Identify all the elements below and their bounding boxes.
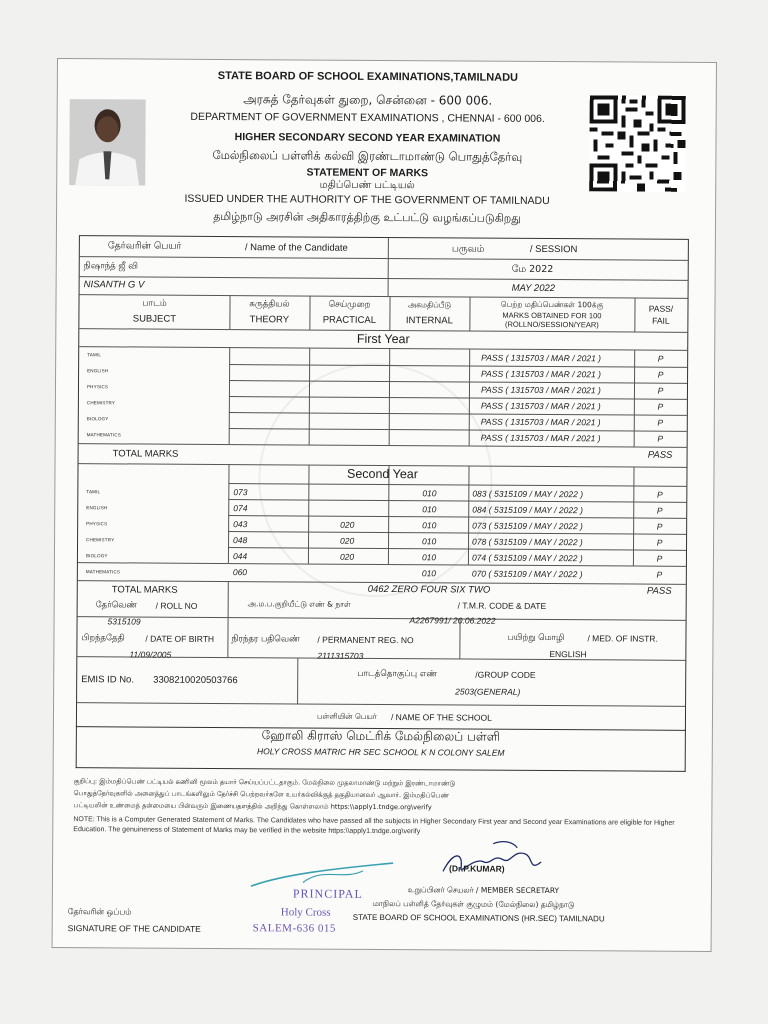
sy-result: P: [656, 537, 663, 548]
principal-school: Holy Cross: [280, 906, 331, 919]
session-ta: மே 2022: [511, 263, 554, 276]
col-pass-en1: PASS/: [648, 303, 674, 314]
school-name-box: [76, 725, 686, 772]
dob-label-en: / DATE OF BIRTH: [145, 633, 215, 644]
tamil-note: [73, 775, 693, 815]
sy-subject: CHEMISTRY: [86, 537, 115, 543]
tamil-note-line1: குறிப்பு: இம்மதிப்பெண் பட்டியல் கணினி மூலம் தயார் செய்யப்பட்டதாகும். மேல்நிலை முதலாமாண்டு மற்றும் இரண்டாமாண்டு: [73, 777, 456, 788]
fy-subject: ENGLISH: [87, 368, 109, 374]
fy-subject: BIOLOGY: [86, 416, 109, 422]
fy-marks: PASS ( 1315703 / MAR / 2021 ): [480, 400, 601, 412]
sy-internal: 010: [422, 520, 437, 531]
sy-marks: 074 ( 5315109 / MAY / 2022 ): [471, 552, 583, 564]
candidate-name-ta: நிஷாந்த் ஜீ வி: [83, 261, 138, 272]
secretary-board-ta: மாநிலப் பள்ளித் தேர்வுகள் குழுமம் (மேல்நிலை) தமிழ்நாடு: [372, 898, 575, 910]
fy-result: P: [657, 385, 664, 396]
fy-marks: PASS ( 1315703 / MAR / 2021 ): [480, 384, 601, 396]
sy-practical: 020: [339, 551, 355, 562]
roll-label-ta: தேர்வெண்: [95, 600, 138, 611]
sy-practical: 020: [340, 535, 355, 546]
medium-label-ta: பயிற்று மொழி: [507, 632, 565, 644]
first-year-title: First Year: [356, 331, 410, 347]
col-subject-en: SUBJECT: [132, 313, 177, 325]
sy-subject: ENGLISH: [86, 505, 108, 511]
col-internal-ta: அகமதிப்பீடு: [407, 300, 452, 310]
sy-total-marks: 0462 ZERO FOUR SIX TWO: [367, 583, 491, 596]
sy-marks: 078 ( 5315109 / MAY / 2022 ): [472, 536, 583, 548]
col-theory-en: THEORY: [249, 314, 290, 326]
col-marks-ta: பெற்ற மதிப்பெண்கள் 100க்கு: [500, 299, 604, 310]
sy-subject: BIOLOGY: [85, 553, 108, 559]
tamil-note-line2: பொதுத்தேர்வுகளில் அனைத்துப் பாடங்களிலும் தேர்ச்சி பெற்றவர்களே உயர்கல்விக்குத் தகுதியானவர் ஆவார். இம்மதிப்பெண்: [73, 789, 449, 800]
sy-theory: 043: [233, 519, 248, 530]
medium-label-en: / MED. OF INSTR.: [587, 633, 658, 644]
sy-result: P: [656, 505, 663, 516]
sy-total-label: TOTAL MARKS: [111, 584, 178, 596]
exam-title-en: HIGHER SECONDARY SECOND YEAR EXAMINATION: [234, 131, 501, 145]
sy-result: P: [656, 553, 663, 564]
board-title-ta: அரசுத் தேர்வுகள் துறை, சென்னை - 600 006.: [243, 92, 493, 108]
fy-marks: PASS ( 1315703 / MAR / 2021 ): [481, 368, 601, 380]
sy-practical: 020: [340, 519, 355, 530]
session-label-ta: பருவம்: [451, 243, 485, 255]
col-marks-en1: MARKS OBTAINED FOR 100: [502, 310, 602, 321]
col-theory-ta: கருத்தியல்: [249, 299, 290, 310]
fy-marks: PASS ( 1315703 / MAR / 2021 ): [480, 416, 601, 428]
sy-subject: TAMIL: [86, 489, 101, 495]
sy-internal: 010: [422, 536, 437, 547]
emis-label: EMIS ID No.: [81, 674, 135, 686]
group-value: 2503(GENERAL): [455, 686, 521, 697]
fy-marks: PASS ( 1315703 / MAR / 2021 ): [480, 432, 601, 444]
tamil-note-line3: பட்டியலின் உண்மைத் தன்மையை பின்வரும் இணையதளத்தில் அறிந்து கொள்ளலாம் https:\\apply1.tndge.org\verify: [73, 801, 432, 812]
perm-label-ta: நிரந்தர பதிவெண்: [231, 634, 300, 645]
sy-theory: 048: [233, 535, 248, 546]
marks-table: [76, 235, 689, 731]
col-pass-en2: FAIL: [652, 315, 670, 326]
col-internal-en: INTERNAL: [405, 315, 453, 327]
fy-result: P: [657, 433, 664, 444]
session-en: MAY 2022: [511, 282, 556, 295]
sy-marks: 083 ( 5315109 / MAY / 2022 ): [472, 488, 584, 500]
candidate-photo: [69, 99, 146, 185]
exam-title-ta: மேல்நிலைப் பள்ளிக் கல்வி இரண்டாமாண்டு பொதுத்தேர்வு: [212, 147, 523, 164]
principal-stamp: PRINCIPAL: [292, 886, 363, 901]
name-label-ta: தேர்வரின் பெயர்: [107, 240, 182, 252]
board-title-en: STATE BOARD OF SCHOOL EXAMINATIONS,TAMILNADU: [217, 69, 519, 84]
statement-title-ta: மதிப்பெண் பட்டியல்: [319, 179, 415, 192]
col-marks-en2: (ROLLNO/SESSION/YEAR): [504, 319, 599, 330]
fy-total-result: PASS: [647, 449, 673, 461]
sy-theory: 060: [232, 567, 248, 578]
fy-result: P: [657, 369, 664, 380]
fy-result: P: [657, 417, 664, 428]
qr-code: [589, 95, 686, 192]
dob-label-ta: பிறந்ததேதி: [81, 633, 125, 644]
candidate-sign-label-ta: தேர்வரின் ஒப்பம்: [67, 907, 132, 917]
authority-ta: தமிழ்நாடு அரசின் அதிகாரத்திற்கு உட்பட்டு வழங்கப்படுகிறது: [213, 209, 521, 225]
fy-subject: PHYSICS: [86, 384, 109, 390]
sy-result: P: [656, 569, 663, 580]
group-label-ta: பாடத்தொகுப்பு எண்: [357, 668, 438, 680]
authority-en: ISSUED UNDER THE AUTHORITY OF THE GOVERNMENT OF TAMILNADU: [184, 192, 550, 208]
col-practical-ta: செய்முறை: [328, 299, 371, 310]
school-name-ta: ஹோலி கிராஸ் மெட்ரிக் மேல்நிலைப் பள்ளி: [261, 728, 501, 744]
fy-total-label: TOTAL MARKS: [112, 448, 179, 460]
secretary-title: உறுப்பினர் செயலர் / MEMBER SECRETARY: [407, 885, 560, 896]
name-label-en: / Name of the Candidate: [244, 242, 348, 254]
fy-marks: PASS ( 1315703 / MAR / 2021 ): [481, 352, 602, 364]
col-subject-ta: பாடம்: [142, 298, 167, 309]
english-note: NOTE: This is a Computer Generated Statement of Marks. The Candidates who have passed all the subjects in Higher Secondary First year and Second year Examinations are eligible for Higher Education. The genuineness of Statement of Marks may be verified in the website https:\\apply1.tndge.org\verify: [73, 816, 675, 836]
sy-total-result: PASS: [646, 585, 672, 597]
sy-marks: 073 ( 5315109 / MAY / 2022 ): [472, 520, 583, 532]
sy-result: P: [656, 521, 663, 532]
sy-internal: 010: [421, 552, 437, 563]
perm-value: 2111315703: [317, 650, 364, 661]
secretary-name: (Dr.P.KUMAR): [449, 863, 505, 874]
sy-subject: PHYSICS: [86, 521, 108, 527]
school-name-en: HOLY CROSS MATRIC HR SEC SCHOOL K N COLONY SALEM: [256, 746, 505, 758]
fy-subject: MATHEMATICS: [86, 432, 122, 438]
statement-title-en: STATEMENT OF MARKS: [306, 166, 429, 180]
fy-result: P: [657, 401, 664, 412]
sy-marks: 070 ( 5315109 / MAY / 2022 ): [471, 568, 583, 580]
sy-theory: 073: [233, 487, 248, 498]
department-title: DEPARTMENT OF GOVERNMENT EXAMINATIONS , CHENNAI - 600 006.: [190, 110, 545, 125]
sy-theory: 074: [233, 503, 248, 514]
perm-label-en: / PERMANENT REG. NO: [317, 634, 414, 646]
sy-internal: 010: [422, 504, 437, 515]
secretary-signature: [433, 831, 553, 882]
fy-subject: TAMIL: [87, 352, 102, 358]
sy-internal: 010: [421, 568, 437, 579]
secretary-board-en: STATE BOARD OF SCHOOL EXAMINATIONS (HR.SEC) TAMILNADU: [352, 912, 605, 924]
session-label-en: / SESSION: [529, 243, 578, 256]
second-year-title: Second Year: [346, 466, 418, 482]
medium-value: ENGLISH: [549, 649, 587, 660]
roll-label-en: / ROLL NO: [155, 600, 198, 611]
sy-subject: MATHEMATICS: [85, 569, 121, 575]
tmr-label-en: / T.M.R. CODE & DATE: [457, 600, 547, 611]
sy-theory: 044: [232, 551, 248, 562]
roll-value: 5315109: [107, 616, 141, 627]
tmr-label-ta: அ.ம.ப.குறியீட்டு எண் & நாள்: [247, 599, 351, 609]
col-practical-en: PRACTICAL: [322, 314, 377, 326]
candidate-name-en: NISANTH G V: [83, 279, 145, 291]
candidate-sign-label-en: SIGNATURE OF THE CANDIDATE: [67, 923, 201, 934]
school-label-ta: பள்ளியின் பெயர்: [316, 711, 377, 721]
fy-result: P: [657, 353, 664, 364]
dob-value: 11/09/2005: [129, 649, 172, 660]
group-label-en: /GROUP CODE: [475, 669, 536, 680]
emis-value: 3308210020503766: [153, 674, 238, 687]
fy-subject: CHEMISTRY: [86, 400, 116, 406]
principal-city: SALEM-636 015: [252, 922, 336, 935]
sy-internal: 010: [422, 488, 437, 499]
statement-of-marks-sheet: [52, 58, 717, 952]
tmr-value: A2267991/ 20.06.2022: [409, 615, 496, 626]
school-label-en: / NAME OF THE SCHOOL: [390, 712, 492, 723]
sy-result: P: [656, 489, 663, 500]
sy-marks: 084 ( 5315109 / MAY / 2022 ): [472, 504, 584, 516]
